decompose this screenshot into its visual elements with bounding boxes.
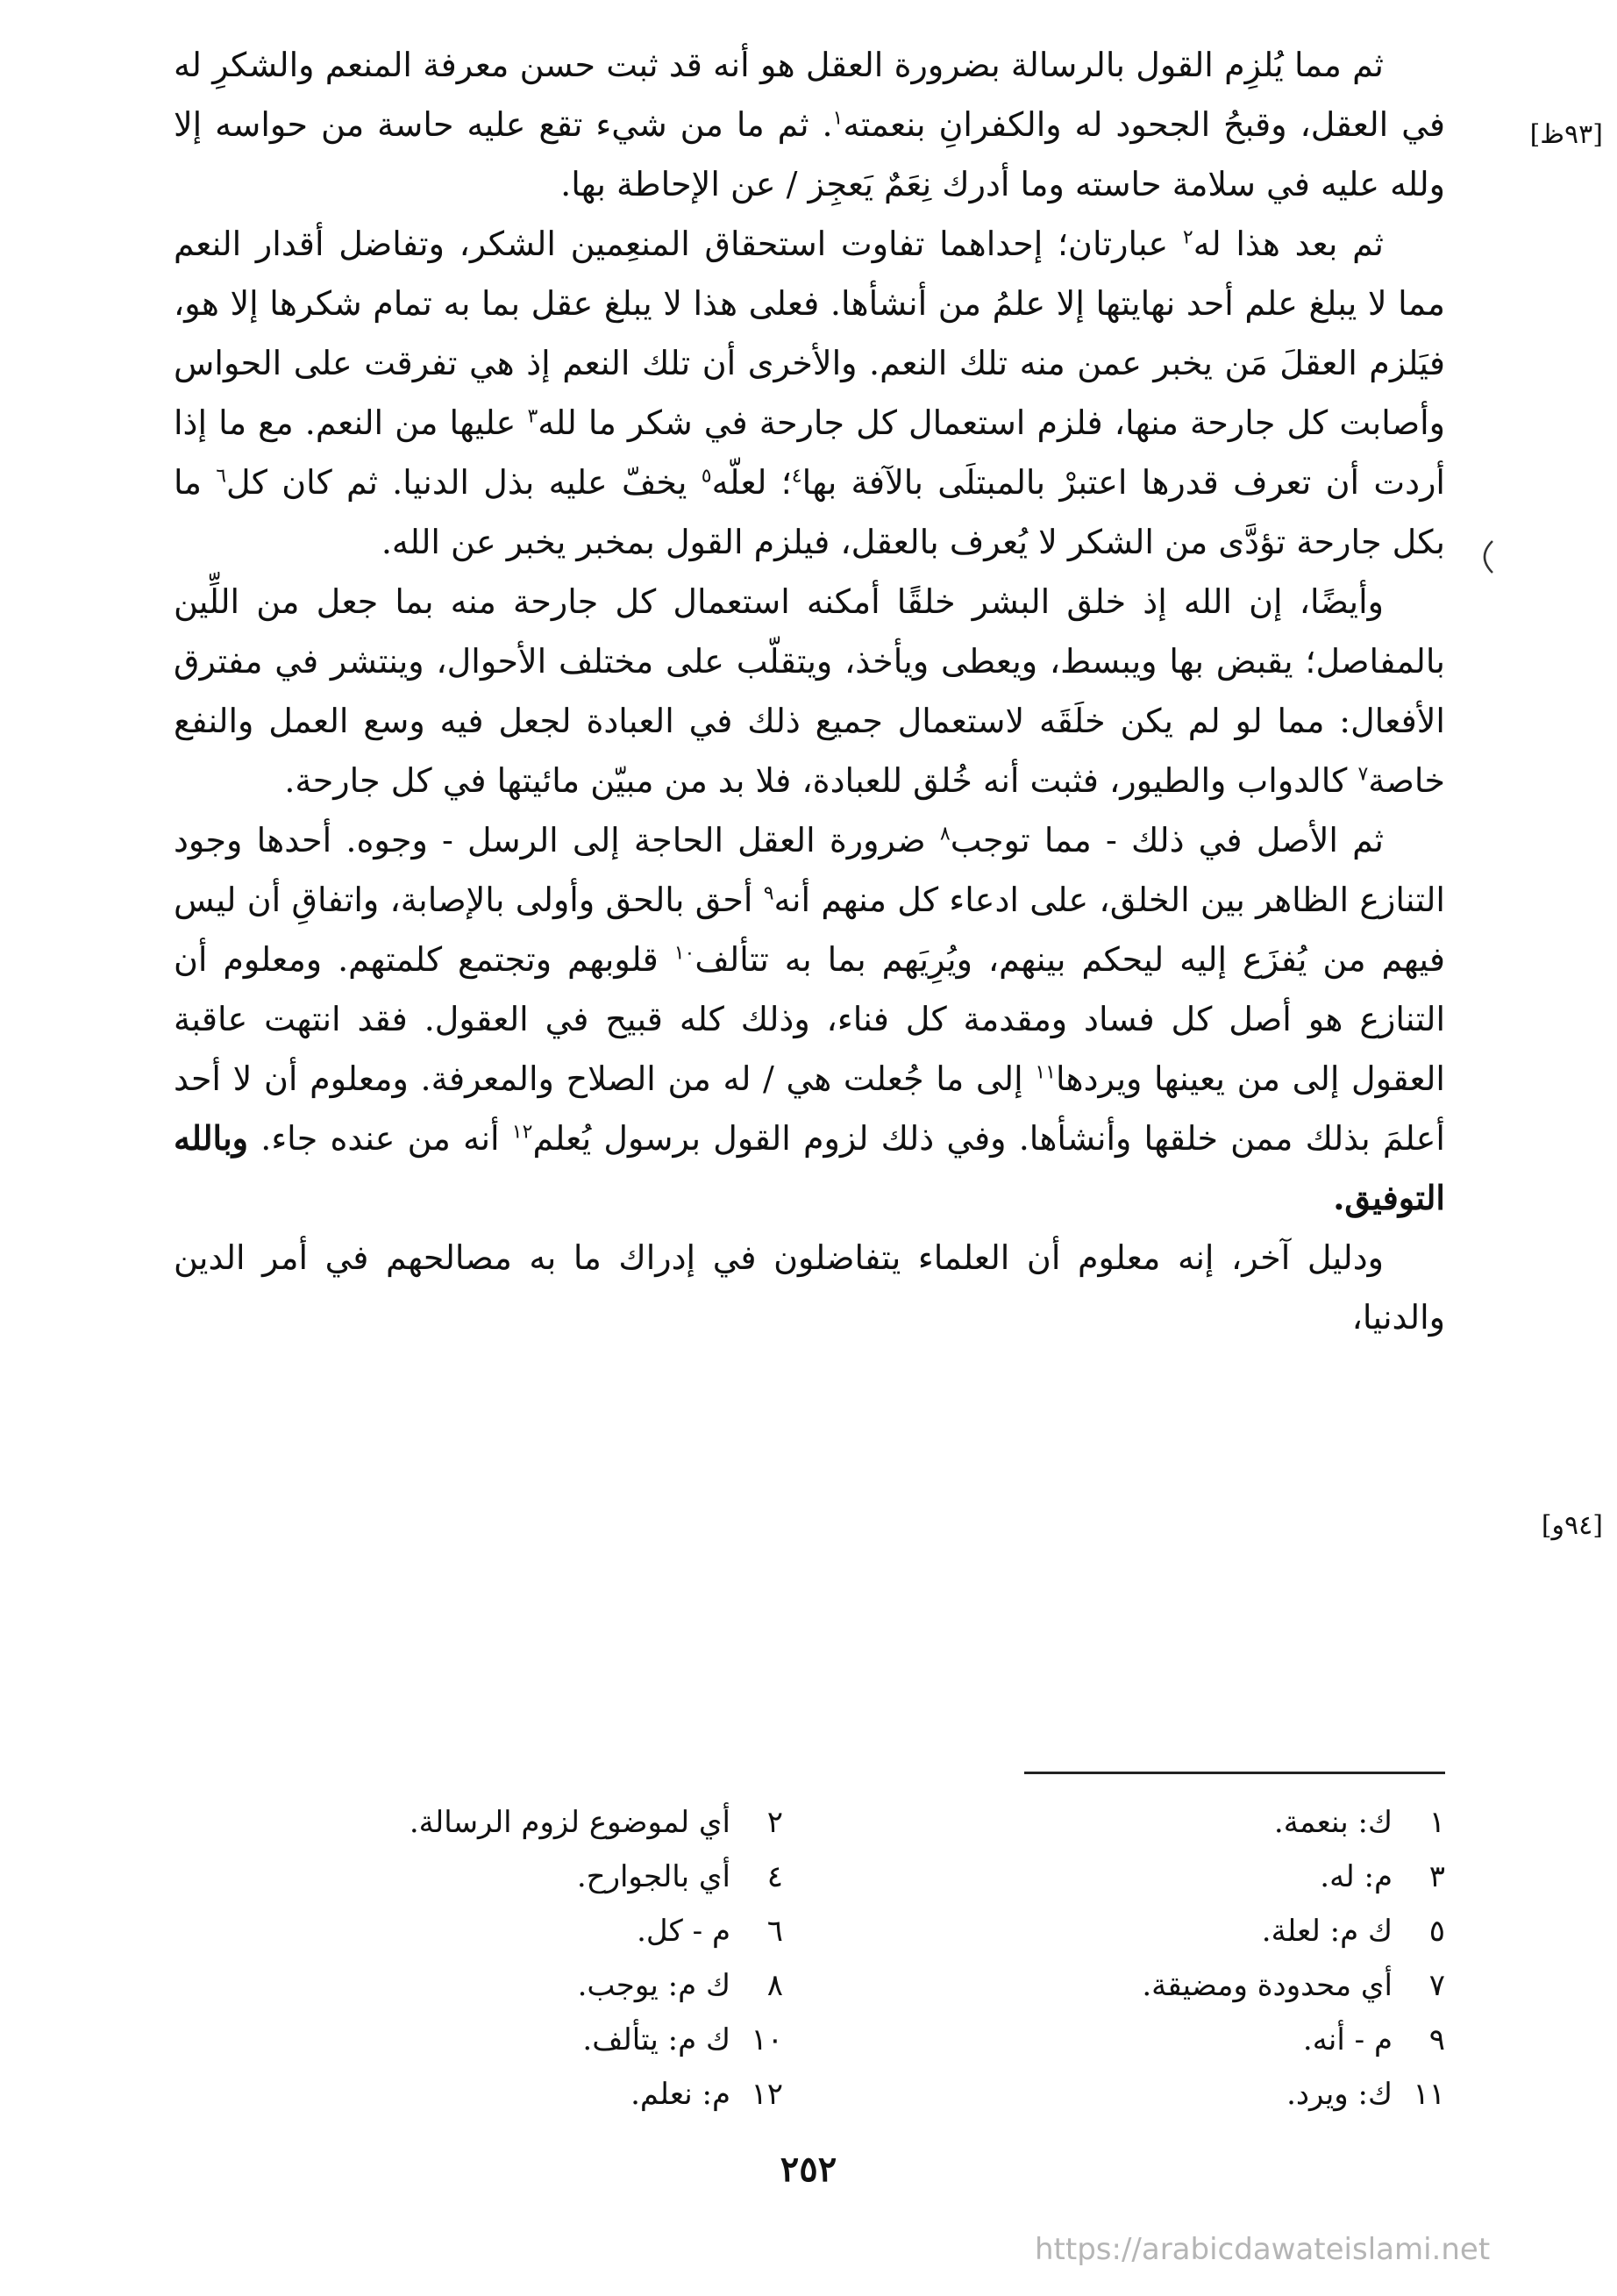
footnote-text: م: له. [1320, 1859, 1393, 1894]
footnote-text: م: نعلم. [630, 2077, 730, 2112]
paragraph [174, 1228, 1445, 1347]
footnote-ref: ٣ [527, 405, 538, 428]
footnote-ref: ٧ [1357, 763, 1369, 786]
footnote [174, 2015, 783, 2064]
footnote-number: ١٢ [751, 2077, 783, 2112]
footnotes-section [174, 1798, 1445, 2119]
footnote-ref: ٢ [1182, 226, 1193, 249]
footnote-separator [1024, 1772, 1445, 1774]
footnote-ref: ٥ [701, 465, 712, 488]
text-run: ؛ لعلّه [711, 463, 792, 502]
footnote-number: ١ [1428, 1805, 1445, 1840]
footnote [836, 2015, 1445, 2064]
footnote-number: ٣ [1428, 1859, 1445, 1894]
footnote [174, 1852, 783, 1901]
footnote-text: م - كل. [637, 1914, 730, 1949]
footnote [836, 2070, 1445, 2119]
paragraph [174, 214, 1445, 572]
footnote [836, 1798, 1445, 1847]
footnote-number: ١٠ [751, 2022, 783, 2057]
text-run: أحق بالحق وأولى بالإصابة، واتفاقِ أن ليس فيهم من يُفزَع إليه ليحكم بينهم، ويُرِيَهم بما به تتألف [174, 881, 1445, 979]
folio-marker-93-verso: [٩٣ظ] [1529, 119, 1603, 150]
text-run: قلوبهم وتجتمع كلمتهم. ومعلوم أن التنازع هو أصل كل فساد ومقدمة كل فناء، وذلك كله قبيح في العقول. فقد انتهت عاقبة العقول إلى من يعينها ويردها [174, 940, 1445, 1098]
text-run: يخفّ عليه بذل الدنيا. ثم كان كل [226, 463, 702, 502]
footnote-text: ك: بنعمة. [1273, 1805, 1393, 1840]
text-run: إلى ما جُعلت هي / له من الصلاح والمعرفة. ومعلوم أن لا أحد أعلمَ بذلك ممن خلقها وأنشأها. وفي ذلك لزوم القول برسول يُعلم [174, 1059, 1445, 1158]
footnote-number: ٨ [766, 1968, 783, 2003]
footnote-number: ٤ [766, 1859, 783, 1894]
footnote-text: ك م: يوجب. [577, 1968, 730, 2003]
text-run: وأيضًا، إن الله إذ خلق البشر خلقًا أمكنه استعمال كل جارحة منه بما جعل من اللِّين بالمفاصل؛ يقبض بها ويبسط، ويعطى ويأخذ، ويتقلّب على مختلف الأحوال، وينتشر في مفترق الأفعال: مما لو لم يكن خلَقَه لاستعمال جميع ذلك في العبادة لجعل فيه وسع العمل والنفع خاصة [174, 582, 1445, 800]
paragraph [174, 810, 1445, 1228]
footnote-text: م - أنه. [1302, 2022, 1393, 2057]
margin-curve-mark [1473, 539, 1499, 574]
footnote-text: ك: ويرد. [1286, 2077, 1393, 2112]
text-run: ما بكل جارحة تؤدَّى من الشكر لا يُعرف بالعقل، فيلزم القول بمخبر يخبر عن الله. [174, 463, 1445, 561]
text-run: كالدواب والطيور، فثبت أنه خُلق للعبادة، فلا بد من مبيّن مائيتها في كل جارحة. [284, 761, 1358, 800]
text-run: . ثم ما من شيء تقع عليه حاسة من حواسه إلا ولله عليه في سلامة حاسته وما أدرك نِعَمٌ يَعجِز / عن الإحاطة بها. [174, 105, 1445, 203]
text-run: ثم الأصل في ذلك - مما توجب [950, 821, 1385, 859]
text-run: ضرورة العقل الحاجة إلى الرسل - وجوه. أحدها وجود التنازع الظاهر بين الخلق، على ادعاء كل منهم أنه [174, 821, 1445, 919]
footnote-text: ك م: يتألف. [582, 2022, 730, 2057]
footnote [174, 1961, 783, 2010]
footnote [836, 1907, 1445, 1956]
footnote-number: ٢ [766, 1805, 783, 1840]
footnote-ref: ٦ [216, 465, 227, 488]
footnote-ref: ١ [832, 107, 844, 130]
main-text [174, 35, 1445, 1347]
footnote [174, 1907, 783, 1956]
text-run: عبارتان؛ إحداهما تفاوت استحقاق المنعِمين الشكر، وتفاضل أقدار النعم مما لا يبلغ علم أحد نهايتها إلا علمُ من أنشأها. فعلى هذا لا يبلغ عقل بما به تمام شكرها إلا هو، فيَلزم العقلَ مَن يخبر عمن منه تلك النعم. والأخرى أن تلك النعم إذ هي تفرقت على الحواس وأصابت كل جارحة منها، فلزم استعمال كل جارحة في شكر ما لله [174, 225, 1445, 442]
folio-marker-94-recto: [٩٤و] [1541, 1510, 1603, 1541]
text-run: أنه من عنده جاء. [248, 1119, 512, 1158]
watermark-url: https://arabicdawateislami.net [1035, 2232, 1491, 2267]
footnote-text: أي محدودة ومضيقة. [1142, 1968, 1393, 2003]
footnote-number: ٧ [1428, 1968, 1445, 2003]
footnote-ref: ١٢ [511, 1121, 533, 1144]
footnote-number: ١١ [1413, 2077, 1445, 2112]
closing-phrase: وبالله التوفيق. [174, 1118, 1445, 1217]
footnote-ref: ١١ [1035, 1061, 1056, 1084]
text-run: ثم بعد هذا له [1193, 225, 1384, 263]
text-run: عليها من النعم. مع ما إذا أردت أن تعرف قدرها اعتبرْ بالمبتلَى بالآفة بها [174, 403, 1445, 502]
footnote [836, 1852, 1445, 1901]
footnote-ref: ١٠ [673, 942, 695, 965]
footnote-text: أي بالجوارح. [576, 1859, 730, 1894]
footnote-text: أي لموضوع لزوم الرسالة. [409, 1805, 730, 1840]
footnote [174, 2070, 783, 2119]
footnote [174, 1798, 783, 1847]
footnote [836, 1961, 1445, 2010]
footnote-ref: ٤ [791, 465, 802, 488]
footnote-ref: ٨ [939, 823, 951, 845]
footnote-text: ك م: لعلة. [1261, 1914, 1393, 1949]
footnote-ref: ٩ [763, 882, 774, 905]
footnote-number: ٩ [1428, 2022, 1445, 2057]
text-run: ثم مما يُلزِم القول بالرسالة بضرورة العقل هو أنه قد ثبت حسن معرفة المنعم والشكرِ له في العقل، وقبحُ الجحود له والكفرانِ بنعمته [174, 46, 1445, 144]
paragraph [174, 35, 1445, 214]
page-number: ٢٥٢ [780, 2149, 837, 2190]
footnote-number: ٥ [1428, 1914, 1445, 1949]
text-run: ودليل آخر، إنه معلوم أن العلماء يتفاضلون في إدراك ما به مصالحهم في أمر الدين والدنيا، [174, 1238, 1445, 1337]
paragraph [174, 572, 1445, 810]
footnote-number: ٦ [766, 1914, 783, 1949]
